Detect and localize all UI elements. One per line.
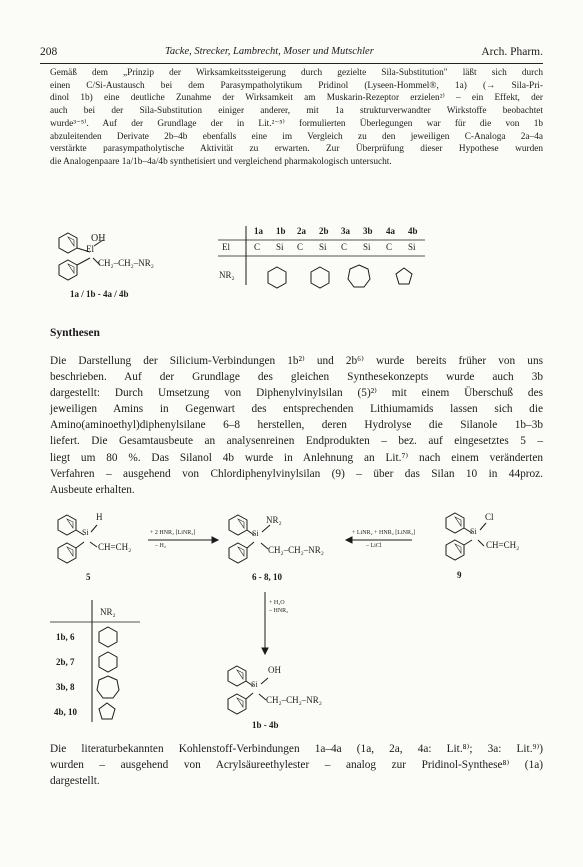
table2-row: 1b, 6 bbox=[56, 632, 75, 642]
section-title: Synthesen bbox=[50, 327, 100, 339]
amine-rings-row bbox=[268, 265, 412, 288]
hydrolysis-byproduct: – HNR₂ bbox=[269, 608, 289, 614]
closing-paragraph bbox=[50, 741, 543, 789]
el-cell: C bbox=[341, 242, 348, 252]
c9-number: 9 bbox=[457, 570, 462, 580]
arrow2-reagent: + LiNR₂ + HNR₂ [LiNR₂] bbox=[352, 530, 416, 536]
c9-si-label: Si bbox=[470, 527, 477, 536]
text-line: wurde³⁻⁵⁾. Auf der Grundlage der in Lit.²⁻⁵⁾ formulierten Überlegungen war für die von 1b bbox=[50, 118, 543, 129]
el-cell: Si bbox=[408, 242, 416, 252]
piperidine-icon bbox=[268, 267, 286, 288]
c6-si-label: Si bbox=[252, 529, 259, 538]
chain-label: CH₂–CH₂–NR₂ bbox=[98, 258, 154, 268]
c1b-chain-label: CH₂–CH₂–NR₂ bbox=[266, 695, 322, 705]
el-label: El bbox=[86, 244, 94, 254]
table2-header: NR₂ bbox=[100, 607, 116, 617]
table2-row: 3b, 8 bbox=[56, 682, 75, 692]
text-line: Gemäß dem „Prinzip der Wirksamkeitssteigerung durch gezielte Sila-Substitution" läßt sich durch bbox=[50, 68, 543, 78]
piperidine-icon bbox=[99, 627, 117, 647]
el-cell: C bbox=[254, 242, 261, 252]
text-line: Verfahren – ausgehend von Chlordiphenylvinylsilan (9) – über das Silan 10 in 44proz. bbox=[50, 467, 543, 480]
oh-label: OH bbox=[91, 233, 106, 244]
pyrrolidine-icon bbox=[396, 268, 412, 284]
c9-cl-label: Cl bbox=[485, 512, 494, 522]
text-line: verstärkte parasympatholytische Aktivität zu erwarten. Zur Überprüfung dieser Hypothese wurden bbox=[50, 144, 543, 155]
header-journal: Arch. Pharm. bbox=[481, 46, 543, 58]
text-line: liefert. Die Gesamtausbeute an analysenreinen Endprodukten – bez. auf eingesetztes 5 – bbox=[50, 435, 543, 448]
text-line: dargestellt: Durch Umsetzung von Diphenylvinylsilan (5)²⁾ mit einem Überschuß des bbox=[50, 387, 543, 400]
compound-label: 1a / 1b - 4a / 4b bbox=[70, 289, 129, 299]
c5-h-label: H bbox=[96, 512, 103, 522]
text-line: Ausbeute erhalten. bbox=[50, 483, 135, 496]
c1b-number: 1b - 4b bbox=[252, 720, 279, 730]
c5-number: 5 bbox=[86, 572, 91, 582]
text-line: liegt um 80 %. Das Silanol 4b wurde in Anlehnung an Lit.⁷⁾ nach einem veränderten bbox=[50, 451, 543, 464]
arrow1-byproduct: – H₂ bbox=[155, 543, 166, 549]
c9-vinyl-label: CH=CH₂ bbox=[486, 540, 520, 550]
col-header: 1a bbox=[254, 226, 263, 236]
text-line: beschrieben. Auf der Grundlage des gleichen Synthesekonzepts wurde auch 3b bbox=[50, 371, 543, 384]
el-cell: C bbox=[297, 242, 304, 252]
col-header: 4b bbox=[408, 226, 418, 236]
c6-nr2-label: NR₂ bbox=[266, 515, 282, 525]
c5-vinyl-label: CH=CH₂ bbox=[98, 542, 132, 552]
c5-si-label: Si bbox=[82, 528, 89, 537]
col-header: 2a bbox=[297, 226, 306, 236]
table2-row: 2b, 7 bbox=[56, 657, 75, 667]
el-cell: Si bbox=[319, 242, 327, 252]
synthesis-paragraph bbox=[50, 353, 543, 498]
arrow2-byproduct: – LiCl bbox=[366, 543, 382, 549]
header-authors: Tacke, Strecker, Lambrecht, Moser und Mutschler bbox=[165, 46, 374, 57]
text-line: Die literaturbekannten Kohlenstoff-Verbindungen 1a–4a (1a, 2a, 4a: Lit.⁸⁾; 3a: Lit.⁹⁾) bbox=[50, 743, 543, 755]
row-label-nr2: NR₂ bbox=[219, 270, 235, 280]
text-line: abzuleitenden Derivate 2b–4b ebenfalls eine im Vergleich zu den jeweiligen C-Analoga 2a–4a bbox=[50, 131, 543, 142]
col-header: 3b bbox=[363, 226, 373, 236]
text-line: auch bei der Sila-Substitution einiger anderer, mit 1a strukturverwandter Wirkstoffe beobachtet bbox=[50, 106, 543, 117]
el-cell: Si bbox=[363, 242, 371, 252]
c6-number: 6 - 8, 10 bbox=[252, 572, 282, 582]
morpholine-icon bbox=[99, 652, 117, 672]
hydrolysis-reagent: + H₂O bbox=[269, 600, 285, 606]
text-line: dargestellt. bbox=[50, 775, 100, 788]
c6-chain-label: CH₂–CH₂–NR₂ bbox=[268, 545, 324, 555]
text-line: Amino(aminoethyl)diphenylsilane 6–8 herstellen, deren Hydrolyse die Silanole 1b–3b bbox=[50, 419, 543, 432]
col-header: 4a bbox=[386, 226, 395, 236]
text-line: jeweiligen Amins in Gegenwart des entsprechenden Lithiumamids lassen sich die bbox=[50, 403, 543, 416]
el-cell: C bbox=[386, 242, 393, 252]
text-line: die Analogenpaare 1a/1b–4a/4b synthetisiert und vergleichend pharmakologisch untersucht. bbox=[50, 156, 392, 167]
text-line: Die Darstellung der Silicium-Verbindungen 1b²⁾ und 2b⁶⁾ wurde bereits früher von uns bbox=[50, 355, 543, 367]
c1b-si-label: Si bbox=[251, 680, 258, 689]
col-header: 3a bbox=[341, 226, 350, 236]
text-line: einen C/Si-Austausch bei dem Parasympatholytikum Pridinol (Lyseen-Hommel®, 1a) (→ Sila-Pri- bbox=[50, 80, 543, 91]
row-label-el: El bbox=[222, 242, 230, 252]
table2-row: 4b, 10 bbox=[54, 707, 78, 717]
text-line: wurden – ausgehend von Acrylsäureethylester – analog zur Pridinol-Synthese⁸⁾ (1a) bbox=[50, 759, 543, 772]
col-header: 2b bbox=[319, 226, 329, 236]
azepane-icon bbox=[97, 676, 119, 698]
azepane-icon bbox=[348, 265, 370, 287]
c1b-oh-label: OH bbox=[268, 665, 281, 675]
morpholine-icon bbox=[311, 267, 329, 288]
col-header: 1b bbox=[276, 226, 286, 236]
pyrrolidine-icon bbox=[99, 703, 115, 719]
arrow1-reagent: + 2 HNR₂ [LiNR₂] bbox=[150, 530, 196, 536]
el-cell: Si bbox=[276, 242, 284, 252]
page-number: 208 bbox=[40, 46, 58, 58]
text-line: dinol 1b) eine deutliche Zunahme der Wirksamkeit am Muskarin-Rezeptor erzielen²⁾ – ein Effekt, der bbox=[50, 93, 543, 104]
